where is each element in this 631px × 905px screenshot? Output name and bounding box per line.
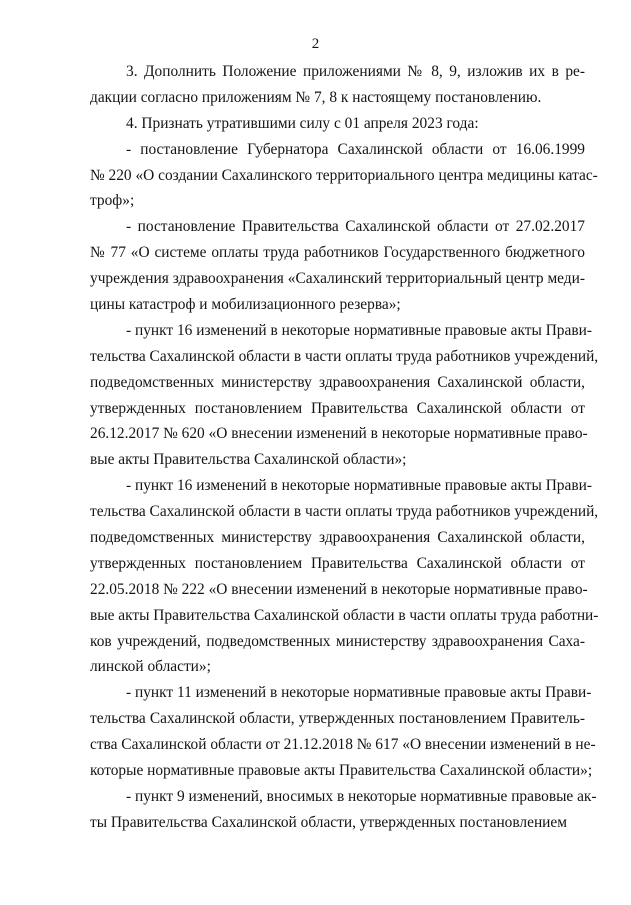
text-line: тельства Сахалинской области в части оплаты труда работников учреждений, [90, 347, 599, 365]
text-line: 3. Дополнить Положение приложениями № 8, 9, изложив их в ре- [126, 63, 585, 80]
paragraph [90, 318, 599, 473]
text-line: № 77 «О системе оплаты труда работников Государственного бюджетного [90, 244, 585, 262]
text-line: ства Сахалинской области от 21.12.2018 № 617 «О внесении изменений в не- [90, 736, 596, 754]
text-line: линской области»; [90, 658, 211, 676]
text-line: ты Правительства Сахалинской области, утвержденных постановлением [90, 813, 567, 831]
text-line: которые нормативные правовые акты Правительства Сахалинской области»; [90, 762, 593, 780]
document-body [90, 59, 599, 836]
text-line: утвержденных постановлением Правительства Сахалинской области от [90, 399, 585, 417]
paragraph [90, 680, 596, 784]
text-line: - постановление Губернатора Сахалинской области от 16.06.1999 [126, 140, 585, 158]
text-line: тельства Сахалинской области в части оплаты труда работников учреждений, [90, 503, 599, 521]
paragraph [90, 473, 599, 680]
text-line: утвержденных постановлением Правительства Сахалинской области от [90, 554, 585, 572]
text-line: - пункт 11 изменений в некоторые нормативные правовые акты Прави- [126, 684, 592, 702]
paragraph [90, 137, 598, 215]
text-line: - постановление Правительства Сахалинской области от 27.02.2017 [126, 218, 585, 236]
text-line: 22.05.2018 № 222 «О внесении изменений в некоторые нормативные право- [90, 580, 588, 598]
text-line: ков учреждений, подведомственных министерству здравоохранения Саха- [90, 632, 585, 650]
paragraph [90, 111, 585, 137]
text-line: 4. Признать утратившими силу с 01 апреля 2023 года: [126, 114, 479, 132]
text-line: дакции согласно приложениям № 7, 8 к настоящему постановлению. [90, 88, 542, 106]
paragraph [90, 59, 585, 111]
text-line: 26.12.2017 № 620 «О внесении изменений в некоторые нормативные право- [90, 425, 588, 443]
paragraph [90, 784, 597, 836]
text-line: троф»; [90, 192, 135, 210]
text-line: - пункт 16 изменений в некоторые нормативные правовые акты Прави- [126, 477, 592, 495]
paragraph [90, 214, 585, 318]
text-line: № 220 «О создании Сахалинского территориального центра медицины катас- [90, 166, 598, 184]
text-line: вые акты Правительства Сахалинской области»; [90, 451, 407, 469]
text-line: подведомственных министерству здравоохранения Сахалинской области, [90, 373, 585, 391]
text-line: цины катастроф и мобилизационного резерва»; [90, 296, 401, 314]
text-line: подведомственных министерству здравоохранения Сахалинской области, [90, 529, 585, 547]
text-line: - пункт 16 изменений в некоторые нормативные правовые акты Прави- [126, 321, 592, 339]
page-number: 2 [311, 36, 320, 52]
text-line: вые акты Правительства Сахалинской области в части оплаты труда работни- [90, 606, 599, 624]
text-line: тельства Сахалинской области, утвержденных постановлением Правитель- [90, 710, 585, 728]
text-line: - пункт 9 изменений, вносимых в некоторые нормативные правовые ак- [126, 787, 597, 805]
text-line: учреждения здравоохранения «Сахалинский территориальный центр меди- [90, 270, 585, 288]
